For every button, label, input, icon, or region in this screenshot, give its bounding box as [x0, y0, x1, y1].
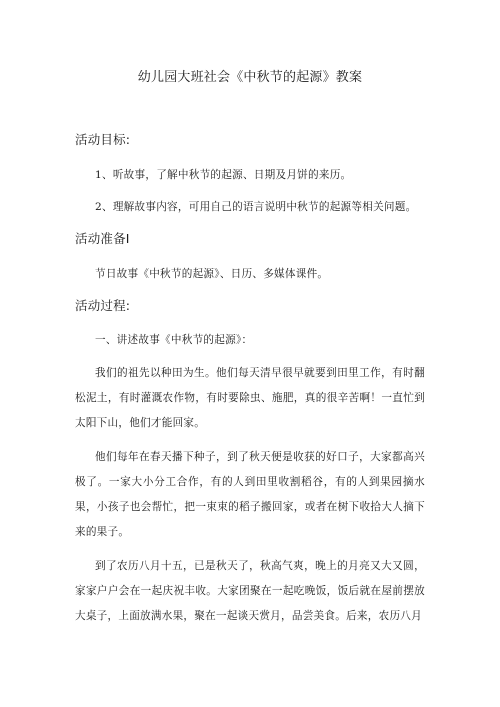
objective-item-2: 2、理解故事内容，可用自己的语言说明中秋节的起源等相关问题。 — [95, 201, 417, 213]
document-title: 幼儿园大班社会《中秋节的起源》教案 — [137, 70, 363, 85]
section-heading-process: 活动过程: — [75, 298, 131, 313]
story-paragraph-2: 他们每年在春天播下种子，到了秋天便是收获的好口子，大家都高兴极了。一家大小分工合作，有的人到田里收割稻谷，有的人到果园摘水果，小孩子也会帮忙，把一束束的稻子搬回家，或者在树下收拾大人摘下来的果子。 — [75, 451, 425, 538]
process-step-heading: 一、讲述故事《中秋节的起源》： — [95, 334, 253, 346]
section-heading-preparation: 活动准备I — [75, 231, 130, 246]
preparation-item: 节日故事《中秋节的起源》、日历、多媒体课件。 — [95, 268, 329, 280]
section-heading-objectives: 活动目标: — [75, 132, 131, 147]
story-paragraph-3: 到了农历八月十五，已是秋天了，秋高气爽，晚上的月亮又大又圆，家家户户会在一起庆祝丰收。大家团聚在一起吃晚饭，饭后就在屋前摆放大桌子，上面放满水果，聚在一起谈天赏月，品尝美食。后来，农历八月 — [75, 560, 425, 622]
objective-item-1: 1、听故事，了解中秋节的起源、日期及月饼的来历。 — [95, 169, 352, 181]
story-paragraph-1: 我们的祖先以种田为生。他们每天清早很早就要到田里工作，有时翻松泥土，有时灌溉农作物，有时要除虫、施肥，真的很辛苦啊！一直忙到太阳下山，他们才能回家。 — [75, 367, 425, 429]
